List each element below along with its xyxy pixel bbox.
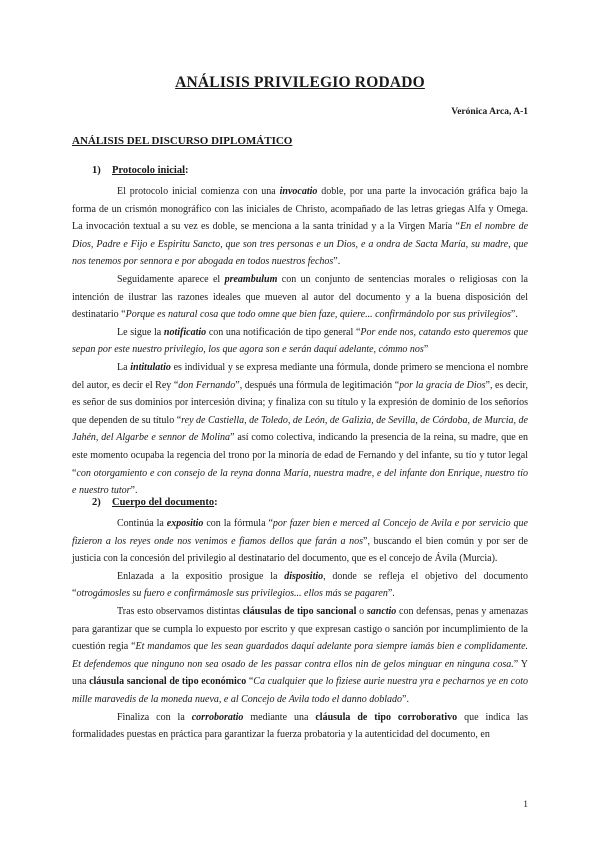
paragraph-preambulum: Seguidamente aparece el preambulum con un conjunto de sentencias morales o religiosas con la intención de ilustrar las razones ideales que mueven al autor del documento y a la buena disposición del destinatario “Porque es natural cosa que todo omne que bien faze, quiere... confirmándolo por sus privilegios”. xyxy=(72,273,528,321)
paragraph-notificatio: Le sigue la notificatio con una notificación de tipo general “Por ende nos, catando esto queremos que sepan por este nuestro privilegio, los que agora son e serán daquí adelante, cómmo nos” xyxy=(72,326,528,356)
paragraph-corroboratio: Finaliza con la corroboratio mediante una cláusula de tipo corroborativo que indica las formalidades puestas en práctica para garantizar la fuerza probatoria y la autenticidad del documento, en xyxy=(72,711,528,741)
author-line: Verónica Arca, A-1 xyxy=(451,107,528,117)
subsection-heading-cuerpo: 2) Cuerpo del documento: xyxy=(92,497,218,508)
paragraph-expositio: Continúa la expositio con la fórmula “por fazer bien e merced al Concejo de Avila e por servicio que fizieron a los reyes onde nos venimos e fiamos dellos que farán a nos”, buscando el bien común y por ser de justicia con la concesión del privilegio al destinatario del documento, que es el concejo de Ávila (Murcia). xyxy=(72,518,528,565)
paragraph-dispositio: Enlazada a la expositio prosigue la dispositio, donde se refleja el objetivo del documento “otrogámosles su fuero e confirmámosle sus privilegios... ellos más se pagaren”. xyxy=(72,570,528,600)
paragraph-intitulatio: La intitulatio es individual y se expresa mediante una fórmula, donde primero se menciona el nombre del autor, es decir el Rey “don Fernando”, después una fórmula de legitimación “por la gracia de Dios”, es decir, es señor de sus dominios por intercesión divina; y finaliza con su título y la expresión de dominio de los señoríos que dependen de su título “rey de Castiella, de Toledo, de León, de Galizia, de Sevilla, de Córdoba, de Murcia, de Jahén, del Algarbe e sennor de Molina” así como colectiva, indicando la presencia de la reina, su madre, que en este momento ocupaba la regencia del trono por la minoría de edad de Fernando y del infante, su tío y tutor legal “con otorgamiento e con consejo de la reyna donna María, nuestra madre, e del infante don Enrique, nuestro tío e nuestro tutor”. xyxy=(72,361,529,497)
cuerpo-body xyxy=(72,515,528,744)
document-title: ANÁLISIS PRIVILEGIO RODADO xyxy=(175,74,425,91)
subsection-label: Cuerpo del documento xyxy=(112,497,215,508)
section-heading: ANÁLISIS DEL DISCURSO DIPLOMÁTICO xyxy=(72,135,293,147)
protocolo-body xyxy=(72,183,528,500)
paragraph-invocatio: El protocolo inicial comienza con una invocatio doble, por una parte la invocación gráfica bajo la forma de un crismón monográfico con las iniciales de Christo, acompañado de las letras griegas Alfa y Omega. La invocación textual a su vez es doble, se menciona a la santa trinidad y a la Virgen María “En el nombre de Dios, Padre e Fijo e Espiritu Sancto, que son tres personas e un Dios, e a ondra de Sacta María, su madre, que nos tenemos por sennora e por abogada en todos nuestros fechos”. xyxy=(72,186,529,268)
subsection-number: 1) xyxy=(92,165,101,176)
paragraph-sanctio: Tras esto observamos distintas cláusulas de tipo sancional o sanctio con defensas, penas y amenazas para garantizar que se cumpla lo expuesto por escrito y que expresan castigo o sanción por incumplimiento de la cuestión regia “Et mandamos que les sean guardados daquí adelante pora siempre iamás bien e complidamente. Et defendemos que ninguno non sea osado de les passar contra ellos nin de gelos minguar en ninguna cosa.” Y una cláusula sancional de tipo económico “Ca cualquier que lo fiziese aurie nuestra yra e pecharnos ye en coto mille maravedis de la moneda nueva, e al Concejo de Avila todo el danno doblado”. xyxy=(72,605,529,705)
subsection-heading-protocolo: 1) Protocolo inicial: xyxy=(92,165,189,176)
page-number: 1 xyxy=(523,800,528,810)
subsection-number: 2) xyxy=(92,497,101,508)
subsection-label: Protocolo inicial xyxy=(112,165,186,176)
